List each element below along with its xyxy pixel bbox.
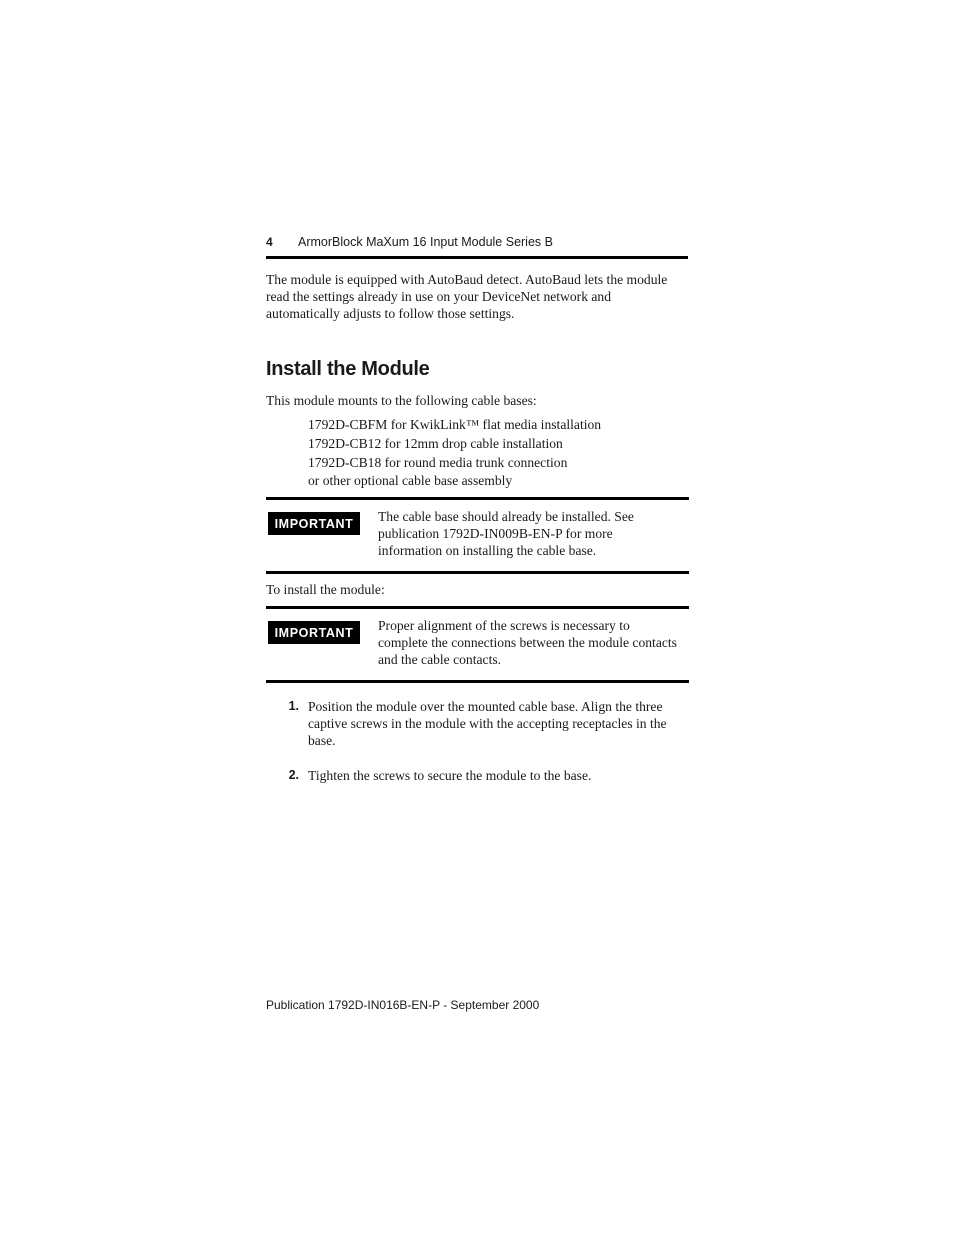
list-item: 1792D-CB12 for 12mm drop cable installation [308, 435, 563, 451]
step-item [266, 698, 688, 749]
to-install-label: To install the module: [266, 582, 385, 597]
notice-top-rule [266, 497, 689, 500]
list-item: 1792D-CBFM for KwikLink™ flat media installation [308, 417, 602, 432]
section-title: Install the Module [266, 358, 430, 380]
footer-publication: Publication 1792D-IN016B-EN-P - September 2000 [266, 998, 540, 1012]
page-number: 4 [266, 235, 273, 249]
step-text: Tighten the screws to secure the module to the base. [308, 768, 592, 783]
important-badge: IMPORTANT [268, 512, 360, 535]
cable-base-list [308, 416, 601, 491]
step-item [266, 767, 688, 784]
step-text: Position the module over the mounted cable base. Align the three captive screws in the module with the accepting receptacles in the base. [308, 699, 667, 748]
notice-bottom-rule [266, 680, 689, 683]
section-lead: This module mounts to the following cable bases: [266, 393, 537, 408]
notice-text: The cable base should already be installed. See publication 1792D-IN009B-EN-P for more information on installing the cable base. [378, 509, 634, 558]
step-number: 1. [288, 699, 299, 713]
running-title: ArmorBlock MaXum 16 Input Module Series B [298, 235, 553, 249]
notice-top-rule [266, 606, 689, 609]
notice-bottom-rule [266, 571, 689, 574]
notice-text: Proper alignment of the screws is necessary to complete the connections between the module contacts and the cable contacts. [378, 618, 677, 667]
intro-paragraph: The module is equipped with AutoBaud detect. AutoBaud lets the module read the settings already in use on your DeviceNet network and automatically adjusts to follow those settings. [266, 272, 668, 321]
header-rule [266, 256, 688, 259]
important-badge: IMPORTANT [268, 621, 360, 644]
list-item: 1792D-CB18 for round media trunk connection [308, 454, 568, 470]
step-number: 2. [288, 768, 299, 782]
list-item: or other optional cable base assembly [308, 473, 513, 489]
